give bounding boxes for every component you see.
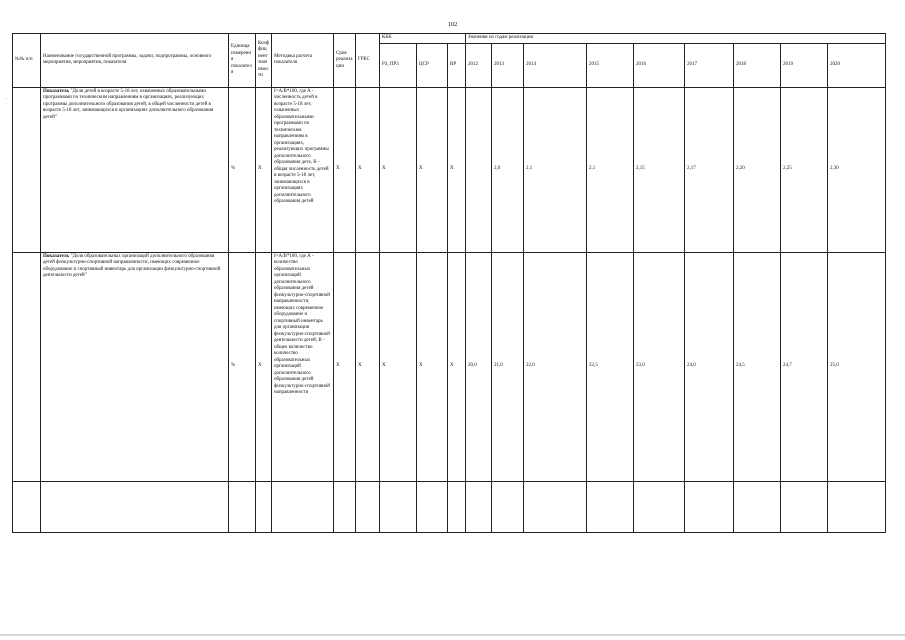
empty-cell bbox=[781, 481, 828, 532]
value-2012: 20,0 bbox=[466, 252, 492, 481]
value-2019: 2,25 bbox=[781, 87, 828, 252]
header-years-group: Значения по годам реализации bbox=[466, 34, 886, 44]
indicator-lead: Показатель bbox=[43, 253, 70, 259]
header-row-1 bbox=[13, 34, 886, 44]
header-year-2015: 2015 bbox=[587, 43, 634, 87]
value-2018: 2,20 bbox=[734, 87, 781, 252]
vr-cell: Х bbox=[448, 87, 466, 252]
row-num-cell bbox=[13, 252, 41, 481]
coef-cell: Х bbox=[256, 252, 272, 481]
term-cell: Х bbox=[334, 87, 356, 252]
value-2014: 2,1 bbox=[524, 87, 587, 252]
grbs-cell: Х bbox=[356, 252, 380, 481]
empty-cell bbox=[256, 481, 272, 532]
header-vr: ВР bbox=[448, 43, 466, 87]
empty-cell bbox=[524, 481, 587, 532]
empty-cell bbox=[13, 481, 41, 532]
value-2017: 2,17 bbox=[685, 87, 734, 252]
unit-cell: % bbox=[229, 87, 256, 252]
row-num-cell bbox=[13, 87, 41, 252]
empty-cell bbox=[634, 481, 685, 532]
empty-cell bbox=[587, 481, 634, 532]
header-year-2014: 2014 bbox=[524, 43, 587, 87]
value-2018: 24,5 bbox=[734, 252, 781, 481]
value-2012 bbox=[466, 87, 492, 252]
value-2020: 25,0 bbox=[828, 252, 886, 481]
term-cell: Х bbox=[334, 252, 356, 481]
header-coef: Коэффициент значимости bbox=[256, 34, 272, 88]
empty-cell bbox=[41, 481, 229, 532]
indicators-table bbox=[12, 33, 886, 533]
header-kbk: КБК bbox=[380, 34, 466, 44]
page-number: 102 bbox=[447, 21, 458, 28]
value-2013: 2,0 bbox=[492, 87, 524, 252]
csr-cell: Х bbox=[417, 87, 448, 252]
header-term: Срок реализации bbox=[334, 34, 356, 88]
empty-cell bbox=[734, 481, 781, 532]
method-cell: I=А/В*100, где А - количество образовательных организаций дополнительного образования детей физкультурно-спортивной направленности, имеющих современное оборудование и спортивный инвентарь для организации физкультурно-спортивной деятельности детей; В - общее количество количество образовательных организаций дополнительного образования детей физкультурно-спортивной направленности bbox=[272, 252, 334, 481]
row-name-cell bbox=[41, 252, 229, 481]
scan-edge bbox=[0, 634, 905, 636]
header-year-2013: 2013 bbox=[492, 43, 524, 87]
header-year-2012: 2012 bbox=[466, 43, 492, 87]
empty-cell bbox=[492, 481, 524, 532]
empty-cell bbox=[356, 481, 380, 532]
method-cell: I=А/В*100, где А - численность детей в возрасте 5-18 лет, охваченных образовательными программами по техническим направлениям в организациях, реализующих программы дополнительного образования дете, В - общая численность детей в возрасте 5-18 лет, занимающихся в организациях дополнительного образования детей bbox=[272, 87, 334, 252]
header-name: Наименование государственной программы, задачи, подпрограммы, основного мероприятия, мероприятия, показателя bbox=[41, 34, 229, 88]
header-rz: РЗ, ПР3 bbox=[380, 43, 417, 87]
header-year-2017: 2017 bbox=[685, 43, 734, 87]
value-2020: 2,30 bbox=[828, 87, 886, 252]
header-grbs: ГРБС bbox=[356, 34, 380, 88]
header-method: Методика расчета показателя bbox=[272, 34, 334, 88]
empty-cell bbox=[334, 481, 356, 532]
empty-cell bbox=[448, 481, 466, 532]
empty-cell bbox=[466, 481, 492, 532]
empty-cell bbox=[272, 481, 334, 532]
table-row bbox=[13, 252, 886, 481]
rz-cell: Х bbox=[380, 252, 417, 481]
value-2017: 24,0 bbox=[685, 252, 734, 481]
row-name-cell bbox=[41, 87, 229, 252]
table-row bbox=[13, 87, 886, 252]
unit-cell: % bbox=[229, 252, 256, 481]
header-unit: Единица измерения показателя bbox=[229, 34, 256, 88]
value-2016: 23,0 bbox=[634, 252, 685, 481]
header-year-2019: 2019 bbox=[781, 43, 828, 87]
header-year-2016: 2016 bbox=[634, 43, 685, 87]
header-num: №№ п/п bbox=[13, 34, 41, 88]
header-year-2020: 2020 bbox=[828, 43, 886, 87]
empty-cell bbox=[380, 481, 417, 532]
value-2014: 22,0 bbox=[524, 252, 587, 481]
header-csr: ЦСР bbox=[417, 43, 448, 87]
vr-cell: Х bbox=[448, 252, 466, 481]
header-year-2018: 2018 bbox=[734, 43, 781, 87]
grbs-cell: Х bbox=[356, 87, 380, 252]
table-row-empty bbox=[13, 481, 886, 532]
csr-cell: Х bbox=[417, 252, 448, 481]
value-2015: 2,1 bbox=[587, 87, 634, 252]
empty-cell bbox=[828, 481, 886, 532]
coef-cell: Х bbox=[256, 87, 272, 252]
value-2013: 21,0 bbox=[492, 252, 524, 481]
empty-cell bbox=[417, 481, 448, 532]
empty-cell bbox=[685, 481, 734, 532]
margin-mark: · bbox=[6, 97, 8, 102]
indicator-lead: Показатель bbox=[43, 88, 70, 94]
indicator-name: "Доля детей в возрасте 5-18 лет, охваченных образовательными программами по техническим направлениям в организациях, реализующих программы дополнительного образования детей, в общей численности детей в возрасте 5-18 лет, занимающихся в организациях дополнительного образования детей" bbox=[43, 88, 214, 120]
indicator-name: "Доля образовательных организаций дополнительного образования детей физкультурно-спортивной направленности, имеющих современное оборудование и спортивный инвентарь для организации физкультурно-спортивной деятельности детей" bbox=[43, 253, 221, 278]
value-2019: 24,7 bbox=[781, 252, 828, 481]
value-2015: 22,5 bbox=[587, 252, 634, 481]
value-2016: 2,15 bbox=[634, 87, 685, 252]
empty-cell bbox=[229, 481, 256, 532]
rz-cell: Х bbox=[380, 87, 417, 252]
